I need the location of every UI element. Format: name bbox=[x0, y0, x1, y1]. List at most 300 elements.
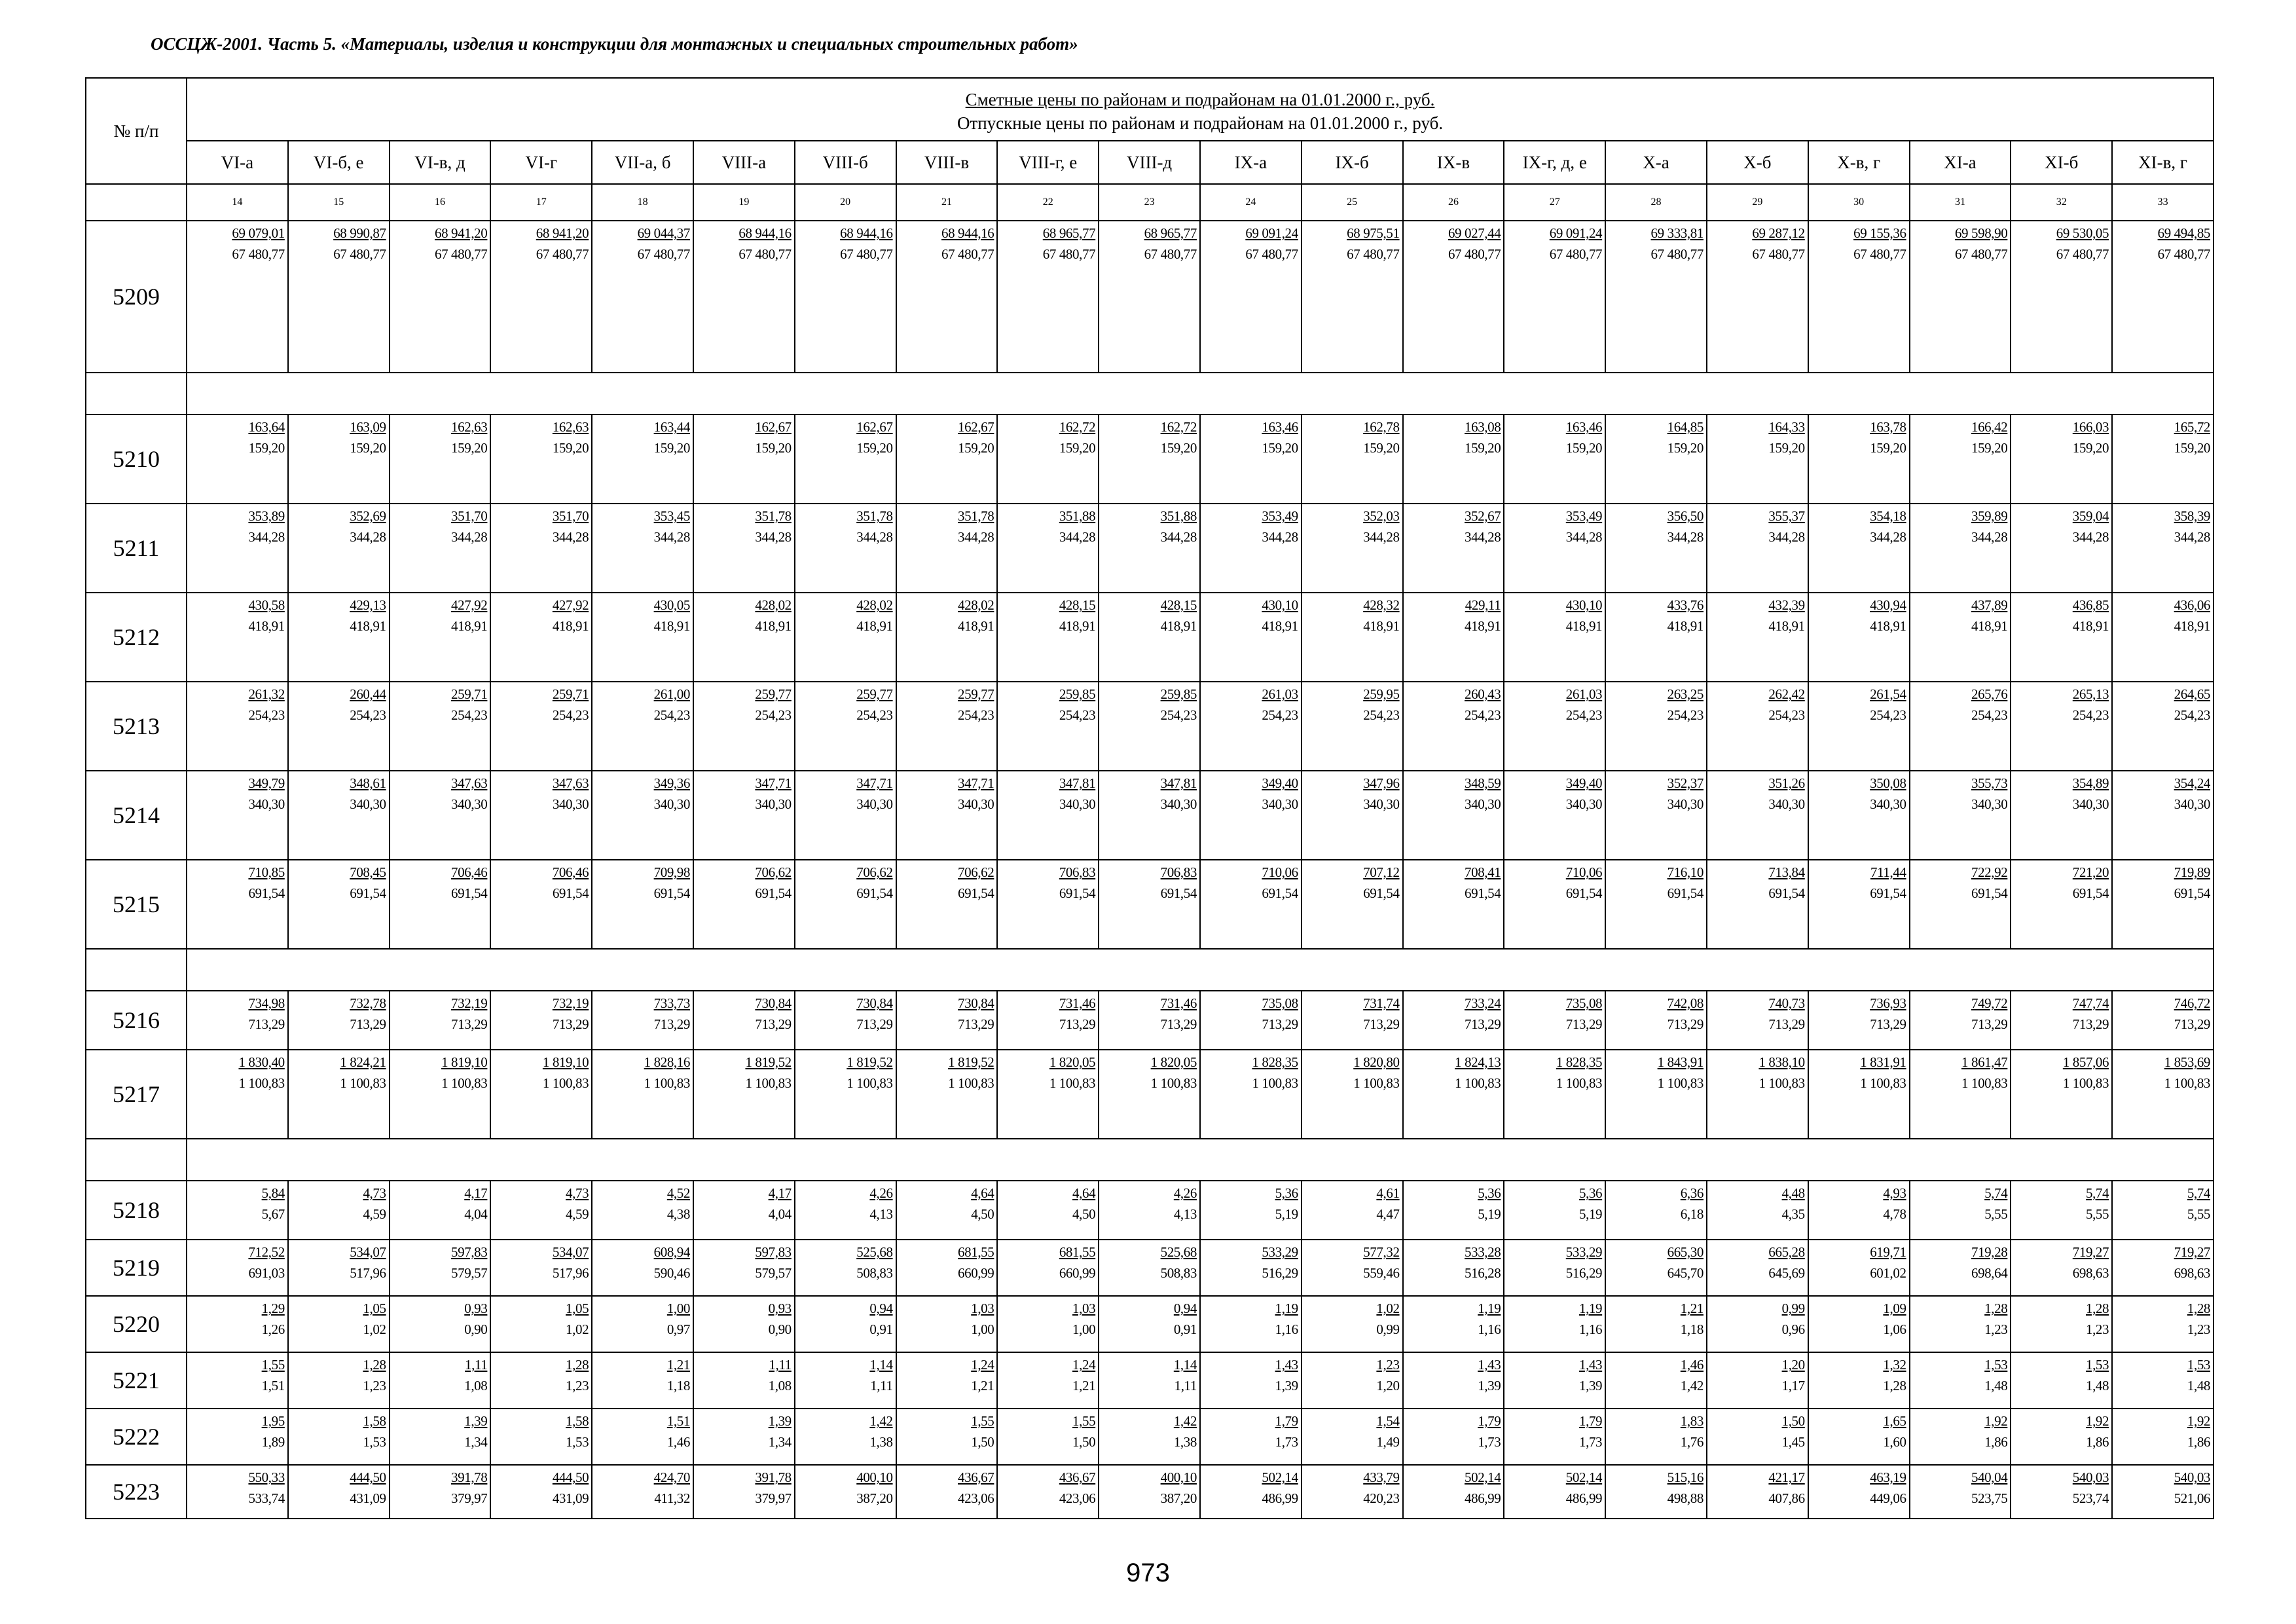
price-cell bbox=[1707, 860, 1808, 949]
price-cell bbox=[1910, 221, 2011, 373]
release-price: 159,20 bbox=[1262, 440, 1298, 456]
estimate-price: 0,93 bbox=[464, 1301, 488, 1316]
price-cell bbox=[187, 860, 288, 949]
estimate-price: 430,10 bbox=[1565, 597, 1603, 613]
release-price: 340,30 bbox=[248, 796, 285, 812]
estimate-price: 428,32 bbox=[1363, 597, 1400, 613]
price-cell bbox=[288, 860, 390, 949]
price-cell bbox=[1302, 504, 1403, 593]
price-cell bbox=[2112, 1409, 2214, 1465]
release-price: 420,23 bbox=[1363, 1490, 1400, 1506]
release-price: 1,23 bbox=[363, 1378, 386, 1393]
price-cell bbox=[390, 1352, 491, 1409]
price-cell bbox=[1605, 593, 1707, 682]
estimate-price: 162,67 bbox=[856, 419, 893, 435]
price-cell bbox=[896, 771, 998, 860]
estimate-price: 730,84 bbox=[958, 995, 994, 1011]
release-price: 713,29 bbox=[1262, 1016, 1298, 1032]
release-price: 340,30 bbox=[2072, 796, 2109, 812]
release-price: 508,83 bbox=[1160, 1265, 1197, 1281]
release-price: 698,63 bbox=[2174, 1265, 2211, 1281]
release-price: 1 100,83 bbox=[441, 1075, 488, 1091]
estimate-price: 719,89 bbox=[2174, 864, 2211, 880]
price-cell bbox=[693, 1240, 795, 1296]
estimate-price: 716,10 bbox=[1667, 864, 1704, 880]
release-price: 418,91 bbox=[1262, 618, 1298, 634]
release-price: 67 480,77 bbox=[434, 246, 488, 262]
release-price: 449,06 bbox=[1870, 1490, 1906, 1506]
estimate-price: 164,85 bbox=[1667, 419, 1704, 435]
estimate-price: 162,72 bbox=[1059, 419, 1096, 435]
estimate-price: 1,11 bbox=[465, 1357, 488, 1373]
price-cell bbox=[1808, 1409, 1910, 1465]
estimate-price: 429,11 bbox=[1465, 597, 1501, 613]
release-price: 254,23 bbox=[1870, 707, 1906, 723]
estimate-price: 4,61 bbox=[1376, 1185, 1400, 1201]
price-cell bbox=[1910, 1240, 2011, 1296]
release-price: 159,20 bbox=[1565, 440, 1603, 456]
estimate-price: 69 287,12 bbox=[1752, 225, 1805, 241]
estimate-price: 424,70 bbox=[653, 1469, 690, 1485]
price-cell bbox=[288, 1050, 390, 1139]
release-price: 1,34 bbox=[464, 1434, 488, 1450]
price-cell bbox=[1302, 771, 1403, 860]
price-cell bbox=[592, 771, 693, 860]
estimate-price: 0,94 bbox=[1173, 1301, 1197, 1316]
price-cell bbox=[1403, 593, 1504, 682]
estimate-price: 427,92 bbox=[451, 597, 488, 613]
row-number: 5222 bbox=[86, 1409, 187, 1465]
release-price: 1,23 bbox=[566, 1378, 589, 1393]
price-cell bbox=[2011, 1465, 2112, 1519]
estimate-price: 429,13 bbox=[350, 597, 386, 613]
estimate-price: 69 494,85 bbox=[2157, 225, 2211, 241]
price-cell bbox=[1200, 1409, 1302, 1465]
release-price: 4,38 bbox=[666, 1206, 690, 1222]
district-header: X-б bbox=[1707, 141, 1808, 184]
release-price: 254,23 bbox=[1971, 707, 2008, 723]
price-cell bbox=[896, 991, 998, 1050]
estimate-price: 436,06 bbox=[2174, 597, 2211, 613]
estimate-price: 463,19 bbox=[1870, 1469, 1906, 1485]
estimate-price: 719,27 bbox=[2174, 1244, 2211, 1260]
release-price: 691,54 bbox=[1059, 885, 1096, 901]
estimate-price: 261,54 bbox=[1870, 686, 1906, 702]
price-cell bbox=[1504, 860, 1605, 949]
price-cell bbox=[1910, 1296, 2011, 1352]
estimate-price: 261,00 bbox=[653, 686, 690, 702]
release-price: 1,46 bbox=[666, 1434, 690, 1450]
district-header: VIII-г, е bbox=[997, 141, 1099, 184]
price-cell bbox=[1403, 1409, 1504, 1465]
price-cell bbox=[997, 1352, 1099, 1409]
estimate-price: 4,26 bbox=[1173, 1185, 1197, 1201]
estimate-price: 721,20 bbox=[2072, 864, 2109, 880]
estimate-price: 165,72 bbox=[2174, 419, 2211, 435]
price-cell bbox=[2011, 1296, 2112, 1352]
estimate-price: 4,93 bbox=[1883, 1185, 1906, 1201]
estimate-price: 1,92 bbox=[2085, 1413, 2109, 1429]
price-cell bbox=[592, 1296, 693, 1352]
section-separator-row bbox=[86, 949, 2214, 991]
price-cell bbox=[1910, 1352, 2011, 1409]
price-cell bbox=[693, 1181, 795, 1240]
price-cell bbox=[288, 221, 390, 373]
estimate-price: 163,64 bbox=[248, 419, 285, 435]
estimate-price: 354,18 bbox=[1870, 508, 1906, 524]
price-cell bbox=[1200, 991, 1302, 1050]
estimate-price: 1,39 bbox=[768, 1413, 792, 1429]
release-price: 713,29 bbox=[2174, 1016, 2211, 1032]
price-cell bbox=[490, 593, 592, 682]
release-price: 159,20 bbox=[958, 440, 994, 456]
release-price: 67 480,77 bbox=[1954, 246, 2008, 262]
row-number: 5214 bbox=[86, 771, 187, 860]
release-price: 254,23 bbox=[1768, 707, 1805, 723]
release-price: 1,17 bbox=[1781, 1378, 1805, 1393]
estimate-price: 1,43 bbox=[1275, 1357, 1298, 1373]
price-cell bbox=[1302, 860, 1403, 949]
release-price: 508,83 bbox=[856, 1265, 893, 1281]
estimate-price: 681,55 bbox=[958, 1244, 994, 1260]
price-cell bbox=[2112, 415, 2214, 504]
estimate-price: 353,49 bbox=[1262, 508, 1298, 524]
estimate-price: 1,53 bbox=[2085, 1357, 2109, 1373]
estimate-price: 436,67 bbox=[958, 1469, 994, 1485]
estimate-price: 597,83 bbox=[451, 1244, 488, 1260]
release-price: 1,39 bbox=[1478, 1378, 1501, 1393]
estimate-price: 347,71 bbox=[958, 775, 994, 791]
estimate-price: 4,73 bbox=[363, 1185, 386, 1201]
release-price: 418,91 bbox=[1870, 618, 1906, 634]
estimate-price: 359,04 bbox=[2072, 508, 2109, 524]
release-price: 1 100,83 bbox=[948, 1075, 994, 1091]
price-cell bbox=[2011, 593, 2112, 682]
price-cell bbox=[2011, 991, 2112, 1050]
estimate-price: 4,52 bbox=[666, 1185, 690, 1201]
release-price: 1,08 bbox=[768, 1378, 792, 1393]
release-price: 533,74 bbox=[248, 1490, 285, 1506]
release-price: 67 480,77 bbox=[1245, 246, 1298, 262]
price-cell bbox=[490, 504, 592, 593]
release-price: 579,57 bbox=[755, 1265, 792, 1281]
estimate-price: 1 819,52 bbox=[745, 1054, 792, 1070]
district-header: VII-а, б bbox=[592, 141, 693, 184]
estimate-price: 348,59 bbox=[1465, 775, 1501, 791]
price-cell bbox=[2011, 682, 2112, 771]
release-price: 344,28 bbox=[1667, 529, 1704, 545]
release-price: 1,23 bbox=[1984, 1321, 2008, 1337]
estimate-price: 722,92 bbox=[1971, 864, 2008, 880]
release-price: 344,28 bbox=[350, 529, 386, 545]
estimate-price: 681,55 bbox=[1059, 1244, 1096, 1260]
estimate-price: 69 027,44 bbox=[1448, 225, 1501, 241]
estimate-price: 162,63 bbox=[552, 419, 589, 435]
price-cell bbox=[1910, 1465, 2011, 1519]
table-row bbox=[86, 682, 2214, 771]
price-cell bbox=[288, 504, 390, 593]
release-price: 340,30 bbox=[2174, 796, 2211, 812]
price-cell bbox=[490, 1240, 592, 1296]
price-cell bbox=[2011, 860, 2112, 949]
price-cell bbox=[1707, 1409, 1808, 1465]
estimate-price: 1 838,10 bbox=[1758, 1054, 1805, 1070]
price-cell bbox=[1200, 1240, 1302, 1296]
release-price: 67 480,77 bbox=[536, 246, 589, 262]
price-cell bbox=[795, 1352, 896, 1409]
price-cell bbox=[490, 1296, 592, 1352]
price-cell bbox=[187, 1296, 288, 1352]
release-price: 340,30 bbox=[1768, 796, 1805, 812]
release-price: 516,29 bbox=[1565, 1265, 1603, 1281]
district-header: VI-в, д bbox=[390, 141, 491, 184]
price-cell bbox=[795, 1465, 896, 1519]
price-cell bbox=[1099, 593, 1200, 682]
release-price: 254,23 bbox=[248, 707, 285, 723]
estimate-price: 732,19 bbox=[451, 995, 488, 1011]
release-price: 159,20 bbox=[1059, 440, 1096, 456]
price-cell bbox=[1707, 221, 1808, 373]
release-price: 713,29 bbox=[350, 1016, 386, 1032]
price-cell bbox=[1302, 991, 1403, 1050]
estimate-price: 69 091,24 bbox=[1549, 225, 1603, 241]
estimate-price: 261,03 bbox=[1262, 686, 1298, 702]
estimate-price: 259,77 bbox=[755, 686, 792, 702]
district-header: VIII-д bbox=[1099, 141, 1200, 184]
release-price: 4,78 bbox=[1883, 1206, 1906, 1222]
price-cell bbox=[1605, 1240, 1707, 1296]
price-cell bbox=[1504, 771, 1605, 860]
estimate-price: 1,28 bbox=[2085, 1301, 2109, 1316]
column-number: 24 bbox=[1200, 184, 1302, 221]
estimate-price: 163,44 bbox=[653, 419, 690, 435]
estimate-price: 1,58 bbox=[363, 1413, 386, 1429]
estimate-price: 351,26 bbox=[1768, 775, 1805, 791]
release-price: 4,13 bbox=[869, 1206, 893, 1222]
district-header: IX-б bbox=[1302, 141, 1403, 184]
estimate-price: 1,28 bbox=[2187, 1301, 2211, 1316]
release-price: 344,28 bbox=[1059, 529, 1096, 545]
price-cell bbox=[490, 1409, 592, 1465]
estimate-price: 354,24 bbox=[2174, 775, 2211, 791]
price-cell bbox=[187, 682, 288, 771]
estimate-price: 1 830,40 bbox=[238, 1054, 285, 1070]
estimate-price: 525,68 bbox=[856, 1244, 893, 1260]
estimate-price: 502,14 bbox=[1262, 1469, 1298, 1485]
estimate-price: 515,16 bbox=[1667, 1469, 1704, 1485]
release-price: 4,13 bbox=[1173, 1206, 1197, 1222]
estimate-price: 1,43 bbox=[1478, 1357, 1501, 1373]
price-cell bbox=[390, 1050, 491, 1139]
district-header: VI-б, е bbox=[288, 141, 390, 184]
release-price: 691,54 bbox=[1465, 885, 1501, 901]
estimate-price: 1,53 bbox=[1984, 1357, 2008, 1373]
release-price: 344,28 bbox=[2072, 529, 2109, 545]
release-price: 713,29 bbox=[1565, 1016, 1603, 1032]
release-price: 691,54 bbox=[1667, 885, 1704, 901]
release-price: 418,91 bbox=[1059, 618, 1096, 634]
estimate-price: 1,55 bbox=[971, 1413, 994, 1429]
section-separator-row bbox=[86, 1139, 2214, 1181]
estimate-price: 347,96 bbox=[1363, 775, 1400, 791]
price-cell bbox=[1099, 415, 1200, 504]
column-number: 14 bbox=[187, 184, 288, 221]
release-price: 1,23 bbox=[2187, 1321, 2211, 1337]
price-cell bbox=[1707, 415, 1808, 504]
estimate-price: 163,46 bbox=[1565, 419, 1603, 435]
estimate-price: 430,58 bbox=[248, 597, 285, 613]
release-price: 418,91 bbox=[1667, 618, 1704, 634]
estimate-price: 69 155,36 bbox=[1853, 225, 1906, 241]
row-number: 5209 bbox=[86, 221, 187, 373]
estimate-price: 4,17 bbox=[768, 1185, 792, 1201]
price-cell bbox=[2112, 771, 2214, 860]
release-price: 254,23 bbox=[350, 707, 386, 723]
price-cell bbox=[1302, 1296, 1403, 1352]
estimate-price: 709,98 bbox=[653, 864, 690, 880]
price-cell bbox=[997, 593, 1099, 682]
estimate-price: 1 824,21 bbox=[340, 1054, 386, 1070]
release-price: 713,29 bbox=[451, 1016, 488, 1032]
release-price: 691,54 bbox=[653, 885, 690, 901]
price-cell bbox=[1808, 1181, 1910, 1240]
estimate-price: 533,29 bbox=[1262, 1244, 1298, 1260]
estimate-price: 428,02 bbox=[856, 597, 893, 613]
release-price: 516,28 bbox=[1465, 1265, 1501, 1281]
estimate-price: 533,29 bbox=[1565, 1244, 1603, 1260]
price-cell bbox=[1403, 1050, 1504, 1139]
estimate-price: 1,05 bbox=[566, 1301, 589, 1316]
estimate-price: 719,27 bbox=[2072, 1244, 2109, 1260]
column-number: 17 bbox=[490, 184, 592, 221]
release-price: 344,28 bbox=[755, 529, 792, 545]
price-cell bbox=[1808, 860, 1910, 949]
estimate-price: 349,79 bbox=[248, 775, 285, 791]
release-price: 344,28 bbox=[1363, 529, 1400, 545]
estimate-price: 261,32 bbox=[248, 686, 285, 702]
release-price: 4,50 bbox=[1072, 1206, 1096, 1222]
price-cell bbox=[592, 1050, 693, 1139]
price-cell bbox=[896, 221, 998, 373]
estimate-price: 349,40 bbox=[1565, 775, 1603, 791]
estimate-price: 597,83 bbox=[755, 1244, 792, 1260]
price-cell bbox=[795, 415, 896, 504]
price-cell bbox=[390, 860, 491, 949]
estimate-price: 525,68 bbox=[1160, 1244, 1197, 1260]
price-cell bbox=[1605, 1050, 1707, 1139]
price-cell bbox=[997, 682, 1099, 771]
price-cell bbox=[997, 991, 1099, 1050]
estimate-price: 351,78 bbox=[856, 508, 893, 524]
price-cell bbox=[795, 504, 896, 593]
price-cell bbox=[1504, 1050, 1605, 1139]
release-price: 344,28 bbox=[1870, 529, 1906, 545]
estimate-price: 352,69 bbox=[350, 508, 386, 524]
release-price: 660,99 bbox=[958, 1265, 994, 1281]
estimate-price: 5,84 bbox=[261, 1185, 285, 1201]
release-price: 691,03 bbox=[248, 1265, 285, 1281]
price-cell bbox=[288, 1240, 390, 1296]
estimate-price: 1,46 bbox=[1680, 1357, 1704, 1373]
price-cell bbox=[288, 1181, 390, 1240]
table-row bbox=[86, 1409, 2214, 1465]
price-cell bbox=[2011, 415, 2112, 504]
price-cell bbox=[490, 860, 592, 949]
estimate-price: 347,71 bbox=[755, 775, 792, 791]
price-cell bbox=[390, 1409, 491, 1465]
release-price: 1,23 bbox=[2085, 1321, 2109, 1337]
release-price: 1,02 bbox=[363, 1321, 386, 1337]
estimate-price: 68 941,20 bbox=[536, 225, 589, 241]
estimate-price: 1,55 bbox=[1072, 1413, 1096, 1429]
release-price: 159,20 bbox=[2072, 440, 2109, 456]
price-cell bbox=[1605, 504, 1707, 593]
column-number: 26 bbox=[1403, 184, 1504, 221]
release-price: 67 480,77 bbox=[1650, 246, 1704, 262]
estimate-price: 5,74 bbox=[2085, 1185, 2109, 1201]
price-cell bbox=[187, 1240, 288, 1296]
price-cell bbox=[187, 593, 288, 682]
price-cell bbox=[1302, 1409, 1403, 1465]
price-cell bbox=[1808, 771, 1910, 860]
release-price: 691,54 bbox=[2072, 885, 2109, 901]
estimate-price: 262,42 bbox=[1768, 686, 1805, 702]
price-cell bbox=[390, 1181, 491, 1240]
release-price: 418,91 bbox=[248, 618, 285, 634]
release-price: 521,06 bbox=[2174, 1490, 2211, 1506]
estimate-price: 264,65 bbox=[2174, 686, 2211, 702]
release-price: 67 480,77 bbox=[1853, 246, 1906, 262]
price-cell bbox=[1403, 1465, 1504, 1519]
release-price: 559,46 bbox=[1363, 1265, 1400, 1281]
price-cell bbox=[1808, 415, 1910, 504]
estimate-price: 540,03 bbox=[2174, 1469, 2211, 1485]
price-cell bbox=[288, 1409, 390, 1465]
release-price: 590,46 bbox=[653, 1265, 690, 1281]
release-price: 713,29 bbox=[1059, 1016, 1096, 1032]
price-cell bbox=[1808, 593, 1910, 682]
release-price: 1,16 bbox=[1478, 1321, 1501, 1337]
row-number: 5212 bbox=[86, 593, 187, 682]
price-cell bbox=[390, 682, 491, 771]
release-price: 1,18 bbox=[666, 1378, 690, 1393]
price-cell bbox=[997, 504, 1099, 593]
price-cell bbox=[1302, 221, 1403, 373]
release-price: 1,39 bbox=[1579, 1378, 1603, 1393]
estimate-price: 735,08 bbox=[1565, 995, 1603, 1011]
release-price: 1,48 bbox=[2187, 1378, 2211, 1393]
release-price: 698,64 bbox=[1971, 1265, 2008, 1281]
estimate-price: 69 598,90 bbox=[1954, 225, 2008, 241]
price-cell bbox=[1910, 860, 2011, 949]
table-row bbox=[86, 771, 2214, 860]
price-cell bbox=[1099, 1050, 1200, 1139]
release-price: 691,54 bbox=[755, 885, 792, 901]
estimate-price: 710,06 bbox=[1565, 864, 1603, 880]
estimate-price: 706,46 bbox=[552, 864, 589, 880]
release-price: 418,91 bbox=[1160, 618, 1197, 634]
estimate-price: 166,42 bbox=[1971, 419, 2008, 435]
release-price: 418,91 bbox=[1363, 618, 1400, 634]
estimate-price: 1,43 bbox=[1579, 1357, 1603, 1373]
price-cell bbox=[1605, 682, 1707, 771]
estimate-price: 1 820,05 bbox=[1150, 1054, 1197, 1070]
estimate-price: 400,10 bbox=[1160, 1469, 1197, 1485]
estimate-price: 1,79 bbox=[1579, 1413, 1603, 1429]
price-cell bbox=[1099, 1296, 1200, 1352]
price-cell bbox=[896, 504, 998, 593]
release-price: 1 100,83 bbox=[2062, 1075, 2109, 1091]
